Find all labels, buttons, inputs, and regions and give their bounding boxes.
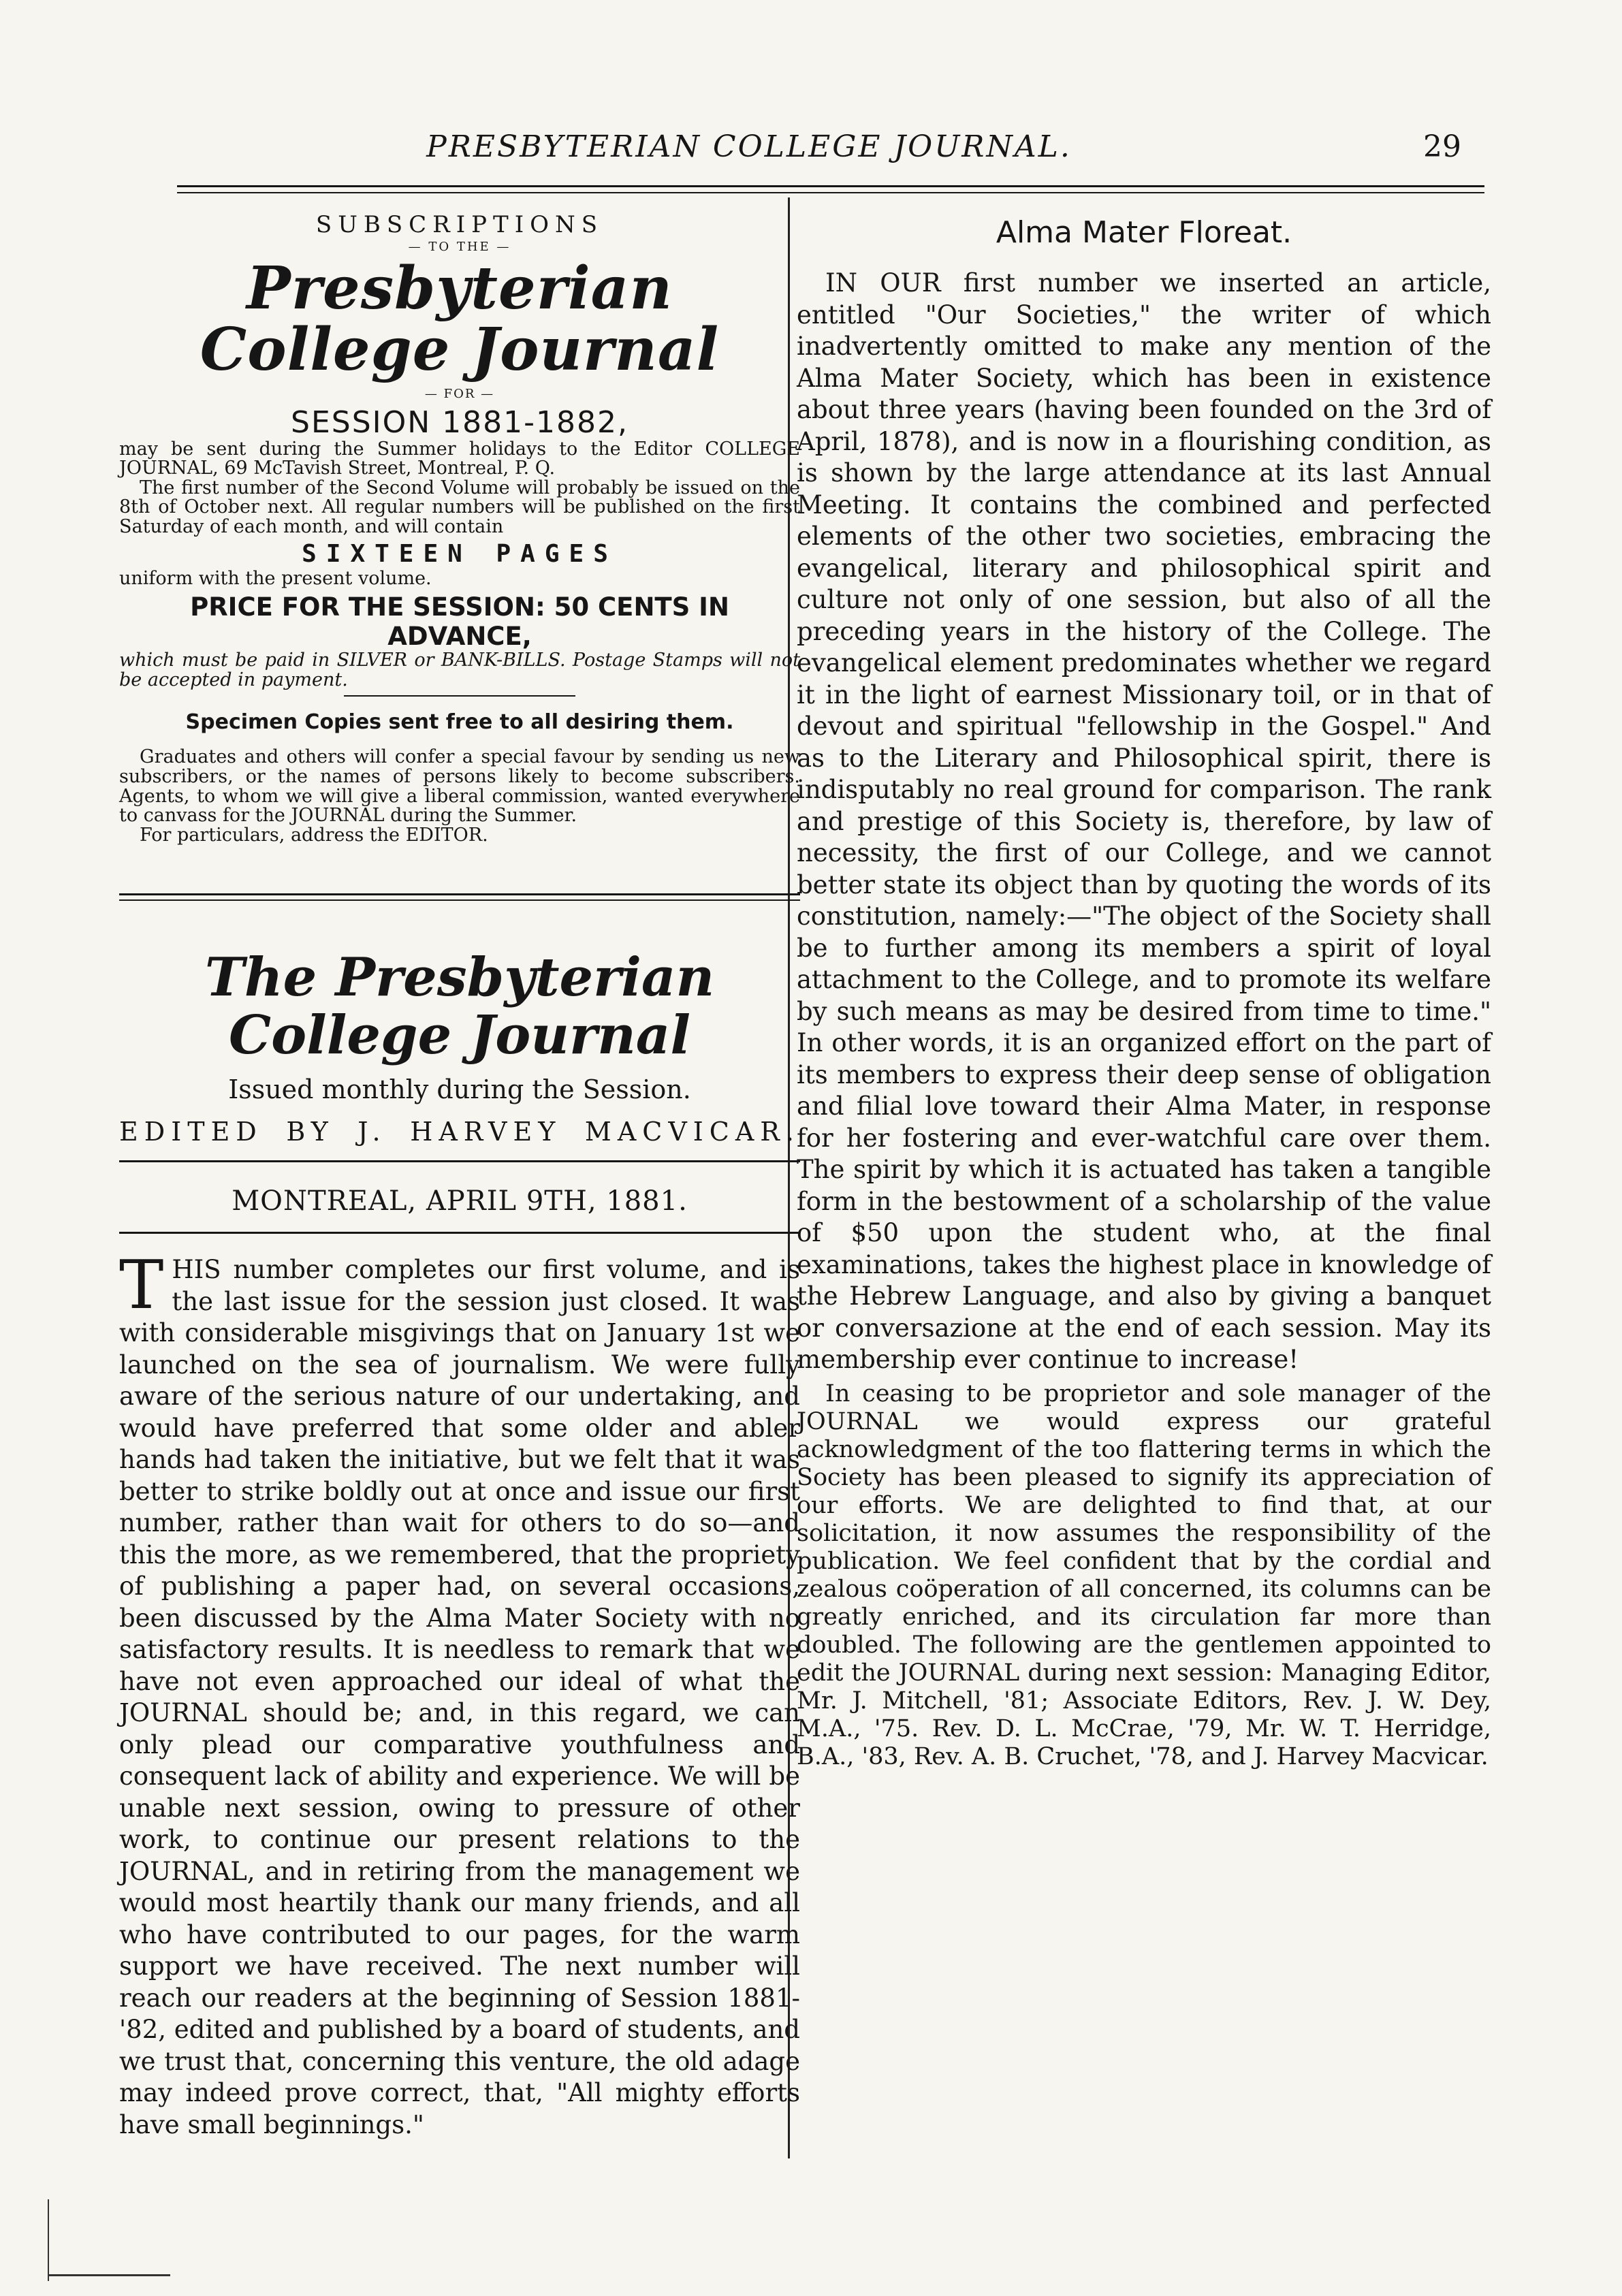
editorial-paragraph: HIS number completes our first volume, and is the last issue for the session just closed. It was with considerable misgivings that on January 1st we launched on the sea of journalism. We were fully aware of the serious nature of our undertaking, and would have preferred that some older and abler hands had taken the initiative, but we felt that it was better to strike boldly out at once and issue our first number, rather than wait for others to do so—and this the more, as we remembered, that the propriety of publishing a paper had, on several occasions, been discussed by the Alma Mater Society with no satisfactory results. It is needless to remark that we have not even approached our ideal of what the JOURNAL should be; and, in this regard, we can only plead our comparative youthfulness and consequent lack of ability and experience. We will be unable next session, owing to pressure of other work, to continue our present relations to the JOURNAL, and in retiring from the management we would most heartily thank our many friends, and all who have contributed to our pages, for the warm support we have received. The next number will reach our readers at the beginning of Session 1881-'82, edited and published by a board of students, and we trust that, concerning this venture, the old adage may indeed prove correct, that, "All mighty efforts have small beginnings." (119, 1255, 800, 2139)
graduates-note: Graduates and others will confer a special favour by sending us new subscribers, or the names of persons likely to become subscribers. Agents, to whom we will give a liberal commission, wanted everywhere to canvass for the JOURNAL during the Summer. (119, 746, 800, 827)
specimen-copies-line: Specimen Copies sent free to all desiring them. (185, 710, 734, 735)
left-column (119, 204, 800, 2141)
top-rule-thin (177, 192, 1484, 193)
dateline: MONTREAL, APRIL 9TH, 1881. (232, 1185, 688, 1217)
to-the-label: — TO THE — (408, 240, 511, 254)
section-rule (119, 893, 800, 895)
editorial-text (119, 1247, 800, 2141)
masthead-issued: Issued monthly during the Session. (228, 1074, 691, 1105)
masthead-rule (119, 1160, 800, 1162)
particulars-note: For particulars, address the EDITOR. (140, 824, 488, 846)
subscriptions-schedule: The first number of the Second Volume will probably be issued on the 8th of October next. All regular numbers will be published on the first Saturday of each month, and will contain (119, 477, 800, 538)
masthead-title: The Presbyterian College Journal (204, 946, 715, 1067)
page-number: 29 (1423, 129, 1461, 164)
section-rule-thin (119, 899, 800, 901)
alma-mater-paragraph-1: IN OUR first number we inserted an article, entitled "Our Societies," the writer of which inadvertently omitted to make any mention of the Alma Mater Society, which has been in existence about three years (having been founded on the 3rd of April, 1878), and is now in a flourishing condition, as is shown by the large attendance at its last Annual Meeting. It contains the combined and perfected elements of the other two societies, embracing the evangelical, literary and philosophical spirit and culture not only of one session, but also of all the preceding years in the history of the College. The evangelical element predominates whether we regard it in the light of earnest Missionary toil, or in that of devout and spiritual "fellowship in the Gospel." And as to the Literary and Philosophical spirit, there is indisputably no real ground for comparison. The rank and prestige of this Society is, therefore, by law of necessity, the first of our College, and we cannot better state its object than by quoting the words of its constitution, namely:—"The object of the Society shall be to further among its members a spirit of loyal attachment to the College, and to promote its welfare by such means as may be desired from time to time." In other words, it is an organized effort on the part of its members to express their deep sense of obligation and filial love toward their Alma Mater, in response for her fostering and ever-watchful care over them. The spirit by which it is actuated has taken a tangible form in the bestowment of a scholarship of the value of $50 upon the student who, at the final examinations, takes the highest place in knowledge of the Hebrew Language, and also by giving a banquet or conversazione at the end of each session. May its membership ever continue to increase! (797, 268, 1491, 1374)
for-label: — FOR — (424, 386, 495, 401)
margin-mark (48, 2199, 49, 2281)
subscriptions-address: may be sent during the Summer holidays to the Editor COLLEGE JOURNAL, 69 McTavish Street, Montreal, P. Q. (119, 438, 800, 479)
masthead-editor: EDITED BY J. HARVEY MACVICAR. (119, 1117, 800, 1147)
subscriptions-heading: SUBSCRIPTIONS (315, 211, 604, 238)
dateline-rule (119, 1232, 800, 1234)
running-head: PRESBYTERIAN COLLEGE JOURNAL. (426, 129, 1072, 164)
bottom-mark (48, 2274, 170, 2276)
top-rule (177, 185, 1484, 187)
alma-mater-title: Alma Mater Floreat. (996, 215, 1292, 250)
alma-mater-paragraph-2: In ceasing to be proprietor and sole manager of the JOURNAL we would express our grateful acknowledgment of the too flattering terms in which the Society has been pleased to signify its appreciation of our efforts. We are delighted to find that, at our solicitation, it now assumes the responsibility of the publication. We feel confident that by the cordial and zealous coöperation of all concerned, its columns can be greatly enriched, and its circulation far more than doubled. The following are the gentlemen appointed to edit the JOURNAL during next session: Managing Editor, Mr. J. Mitchell, '81; Associate Editors, Rev. J. W. Dey, M.A., '75. Rev. D. L. McCrae, '79, Mr. W. T. Herridge, B.A., '83, Rev. A. B. Cruchet, '78, and J. Harvey Macvicar. (797, 1380, 1491, 1770)
uniform-note: uniform with the present volume. (119, 567, 432, 589)
payment-note: which must be paid in SILVER or BANK-BILLS. Postage Stamps will not be accepted in payment. (119, 650, 800, 690)
session-years: SESSION 1881-1882, (291, 404, 629, 440)
journal-title-blackletter: Presbyterian College Journal (200, 254, 720, 385)
right-column (797, 204, 1491, 1771)
short-rule (344, 695, 575, 697)
price-line: PRICE FOR THE SESSION: 50 CENTS IN ADVANCE, (190, 592, 729, 652)
drop-cap: T (119, 1247, 164, 1325)
sixteen-pages-label: SIXTEEN PAGES (302, 539, 618, 568)
